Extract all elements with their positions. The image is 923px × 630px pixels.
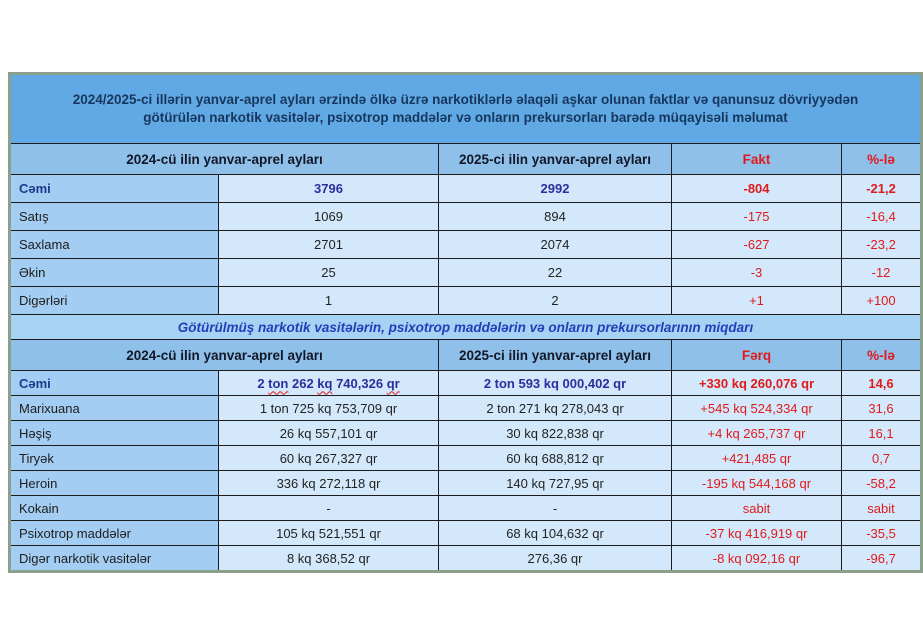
value-2025: 2: [439, 287, 672, 315]
value-2024: -: [219, 496, 439, 521]
value-pct: -35,5: [842, 521, 922, 546]
value-diff: -627: [672, 231, 842, 259]
facts-header-diff: Fakt: [672, 144, 842, 175]
quantities-row: [10, 446, 922, 471]
value-2024: 2701: [219, 231, 439, 259]
row-label: Psixotrop maddələr: [10, 521, 219, 546]
value-2024: 3796: [219, 175, 439, 203]
row-label: Digərləri: [10, 287, 219, 315]
value-2025: 60 kq 688,812 qr: [439, 446, 672, 471]
value-diff: +4 kq 265,737 qr: [672, 421, 842, 446]
quantities-row: [10, 546, 922, 572]
value-2025: 2992: [439, 175, 672, 203]
quantities-row: [10, 521, 922, 546]
value-diff: -37 kq 416,919 qr: [672, 521, 842, 546]
value-diff: +545 kq 524,334 qr: [672, 396, 842, 421]
row-label: Digər narkotik vasitələr: [10, 546, 219, 572]
row-label: Heroin: [10, 471, 219, 496]
value-pct: 0,7: [842, 446, 922, 471]
value-pct: -58,2: [842, 471, 922, 496]
quantities-row-total: [10, 371, 922, 396]
row-label: Həşiş: [10, 421, 219, 446]
value-pct: 31,6: [842, 396, 922, 421]
value-2024: 8 kq 368,52 qr: [219, 546, 439, 572]
quantities-row: [10, 496, 922, 521]
value-pct: -16,4: [842, 203, 922, 231]
facts-header-2025: 2025-ci ilin yanvar-aprel ayları: [439, 144, 672, 175]
row-label: Tiryək: [10, 446, 219, 471]
value-2025: 894: [439, 203, 672, 231]
facts-row-total: [10, 175, 922, 203]
value-diff: -8 kq 092,16 qr: [672, 546, 842, 572]
facts-header-row: [10, 144, 922, 175]
value-pct: 16,1: [842, 421, 922, 446]
narcotics-comparison-table: [8, 72, 923, 573]
value-2025: -: [439, 496, 672, 521]
value-pct: -96,7: [842, 546, 922, 572]
quantities-header-2025: 2025-ci ilin yanvar-aprel ayları: [439, 340, 672, 371]
row-label: Əkin: [10, 259, 219, 287]
facts-row: [10, 203, 922, 231]
value-pct: +100: [842, 287, 922, 315]
quantities-row: [10, 421, 922, 446]
row-label: Kokain: [10, 496, 219, 521]
value-2024: 105 kq 521,551 qr: [219, 521, 439, 546]
value-2025: 68 kq 104,632 qr: [439, 521, 672, 546]
value-diff: +421,485 qr: [672, 446, 842, 471]
value-pct: sabit: [842, 496, 922, 521]
facts-row: [10, 287, 922, 315]
value-pct: -23,2: [842, 231, 922, 259]
value-2025: 22: [439, 259, 672, 287]
row-label: Satış: [10, 203, 219, 231]
quantities-row: [10, 396, 922, 421]
value-2024: 60 kq 267,327 qr: [219, 446, 439, 471]
value-2024: 336 kq 272,118 qr: [219, 471, 439, 496]
quantities-header-row: [10, 340, 922, 371]
value-diff: +330 kq 260,076 qr: [672, 371, 842, 396]
value-2025: 276,36 qr: [439, 546, 672, 572]
facts-header-pct: %-lə: [842, 144, 922, 175]
section-title: Götürülmüş narkotik vasitələrin, psixotrop maddələrin və onların prekursorlarının miqdarı: [10, 315, 922, 340]
row-label: Saxlama: [10, 231, 219, 259]
quantities-header-diff: Fərq: [672, 340, 842, 371]
value-2025: 2 ton 593 kq 000,402 qr: [439, 371, 672, 396]
quantities-section-row: [10, 315, 922, 340]
value-pct: 14,6: [842, 371, 922, 396]
facts-header-2024: 2024-cü ilin yanvar-aprel ayları: [10, 144, 439, 175]
value-2025: 30 kq 822,838 qr: [439, 421, 672, 446]
value-diff: +1: [672, 287, 842, 315]
value-2024: 1069: [219, 203, 439, 231]
facts-row: [10, 259, 922, 287]
value-2025: 2074: [439, 231, 672, 259]
value-2024: 25: [219, 259, 439, 287]
value-pct: -21,2: [842, 175, 922, 203]
value-diff: -804: [672, 175, 842, 203]
row-label: Marixuana: [10, 396, 219, 421]
value-2024: 1: [219, 287, 439, 315]
page-title: 2024/2025-ci illərin yanvar-aprel ayları ərzində ölkə üzrə narkotiklərlə əlaqəli aşkar olunan faktlar və qanunsuz dövriyyədən götürülən narkotik vasitələr, psixotrop maddələr və onların prekursorları barədə müqayisəli məlumat: [10, 74, 922, 144]
row-label: Cəmi: [10, 371, 219, 396]
quantities-header-pct: %-lə: [842, 340, 922, 371]
value-pct: -12: [842, 259, 922, 287]
quantities-header-2024: 2024-cü ilin yanvar-aprel ayları: [10, 340, 439, 371]
value-diff: -195 kq 544,168 qr: [672, 471, 842, 496]
value-2024: 26 kq 557,101 qr: [219, 421, 439, 446]
value-2025: 140 kq 727,95 qr: [439, 471, 672, 496]
quantities-row: [10, 471, 922, 496]
facts-row: [10, 231, 922, 259]
row-label: Cəmi: [10, 175, 219, 203]
value-2025: 2 ton 271 kq 278,043 qr: [439, 396, 672, 421]
value-2024: 1 ton 725 kq 753,709 qr: [219, 396, 439, 421]
value-diff: -175: [672, 203, 842, 231]
value-diff: sabit: [672, 496, 842, 521]
value-2024: 2 ton 262 kq 740,326 qr: [219, 371, 439, 396]
value-diff: -3: [672, 259, 842, 287]
title-band: [10, 74, 922, 144]
